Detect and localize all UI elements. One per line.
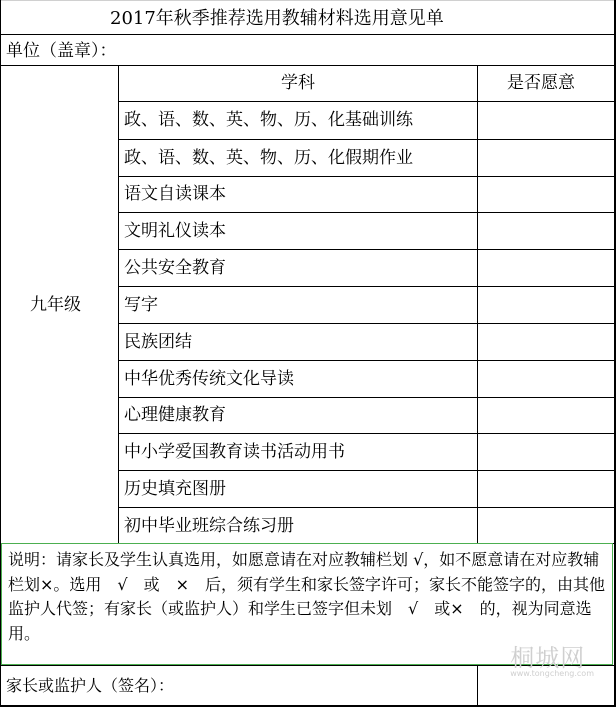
subject-row: 政、语、数、英、物、历、化基础训练 (124, 110, 413, 130)
grid-line (0, 0, 616, 1)
grid-line (118, 65, 119, 543)
grid-line (118, 360, 616, 361)
subject-row: 初中毕业班综合练习册 (124, 516, 294, 536)
subject-row: 中华优秀传统文化导读 (124, 369, 294, 389)
grid-line (118, 470, 616, 471)
subject-row: 写字 (124, 295, 158, 315)
grid-line (118, 101, 616, 102)
grid-line (477, 65, 478, 543)
grid-line (118, 433, 616, 434)
subject-row: 文明礼仪读本 (124, 221, 226, 241)
instructions-note: 说明：请家长及学生认真选用，如愿意请在对应教辅栏划 √，如不愿意请在对应教辅栏划×。选用 √ 或 × 后，须有学生和家长签字许可；家长不能签字的，由其他监护人代签；有家长（或监护人）和学生已签字但未划 √ 或× 的，视为同意选用。 (8, 550, 606, 643)
watermark-main-text: 桐城网 (510, 644, 586, 672)
subject-row: 心理健康教育 (124, 405, 226, 425)
grid-line (118, 212, 616, 213)
grid-line (118, 286, 616, 287)
grid-line (118, 397, 616, 398)
grid-line (0, 34, 616, 35)
subject-row: 政、语、数、英、物、历、化假期作业 (124, 148, 413, 168)
watermark-url-text: www.tongcheng.com (510, 669, 594, 678)
grade-cell: 九年级 (30, 295, 81, 315)
subject-column-header: 学科 (281, 73, 315, 93)
subject-row: 中小学爱国教育读书活动用书 (124, 442, 345, 462)
unit-label: 单位（盖章）： (6, 41, 117, 61)
grid-line (477, 665, 478, 707)
grid-line (118, 176, 616, 177)
grid-line (118, 249, 616, 250)
willing-column-header: 是否愿意 (507, 73, 575, 93)
subject-row: 公共安全教育 (124, 258, 226, 278)
form-title: 2017年秋季推荐选用教辅材料选用意见单 (110, 8, 444, 29)
grid-line (118, 139, 616, 140)
grid-line (0, 65, 616, 66)
subject-row: 语文自读课本 (124, 184, 226, 204)
subject-row: 历史填充图册 (124, 479, 226, 499)
grid-line (118, 507, 616, 508)
signature-label: 家长或监护人（签名）： (6, 676, 175, 695)
site-watermark (510, 638, 594, 678)
grid-line (118, 323, 616, 324)
subject-row: 民族团结 (124, 332, 192, 352)
